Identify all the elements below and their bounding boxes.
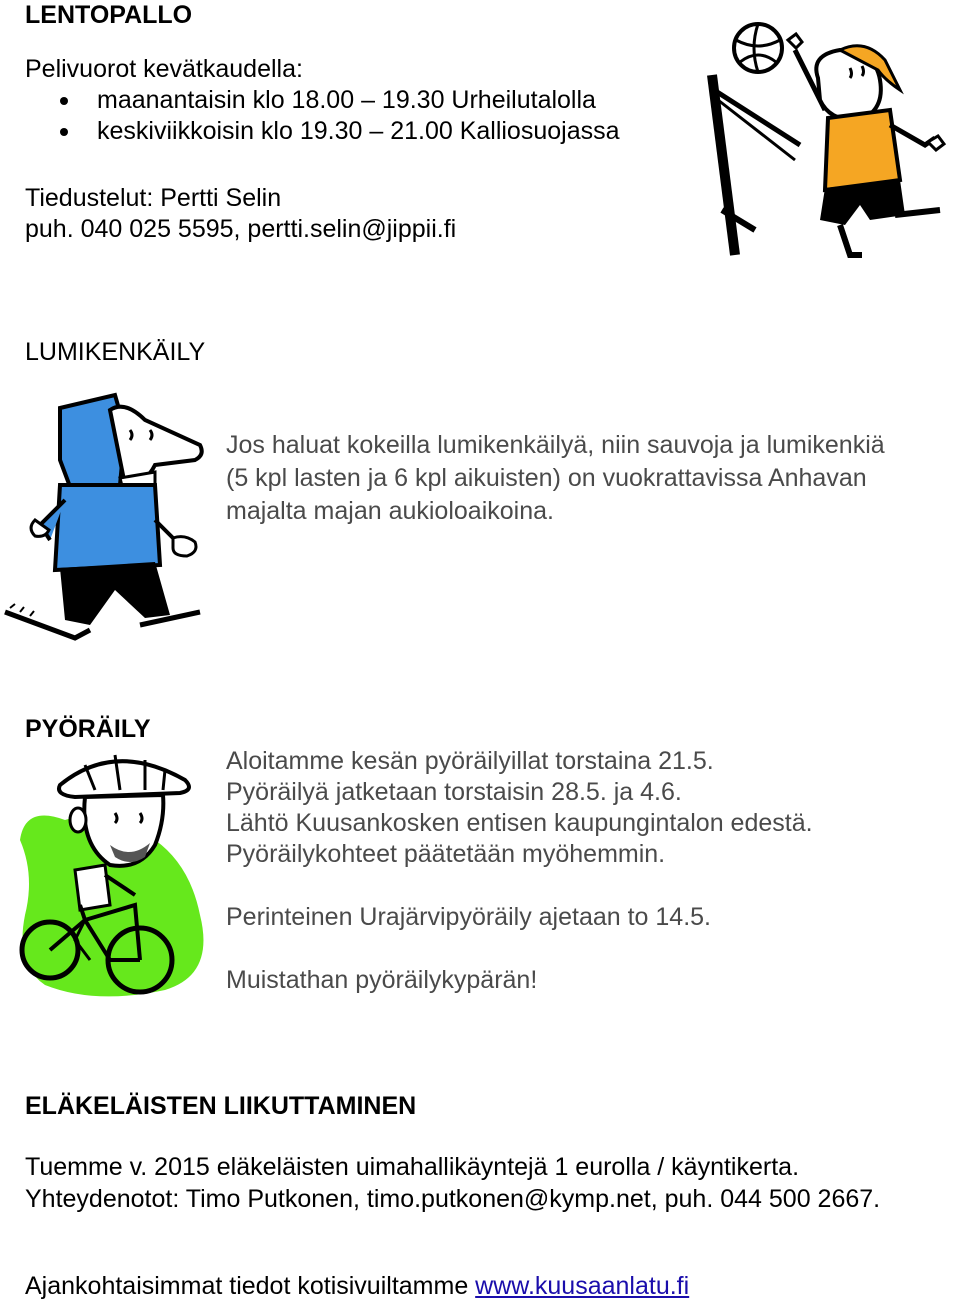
- cycling-text-line: Pyöräilyä jatketaan torstaisin 28.5. ja 4.6.: [226, 778, 682, 806]
- snowshoe-title: LUMIKENKÄILY: [25, 338, 206, 366]
- volleyball-player-illustration: [700, 10, 950, 270]
- cycling-text-line: Lähtö Kuusankosken entisen kaupungintalon edestä.: [226, 809, 813, 837]
- snowshoe-text-line: Jos haluat kokeilla lumikenkäilyä, niin sauvoja ja lumikenkiä: [226, 431, 885, 459]
- footer-line: [25, 1271, 689, 1302]
- seniors-title: ELÄKELÄISTEN LIIKUTTAMINEN: [25, 1092, 417, 1120]
- cycling-helmet-reminder: Muistathan pyöräilykypärän!: [226, 966, 538, 994]
- cyclist-illustration: [15, 745, 215, 1005]
- snowshoe-text-line: majalta majan aukioloaikoina.: [226, 497, 554, 525]
- snowshoe-walker-illustration: [5, 390, 215, 645]
- cycling-text-line: Aloitamme kesän pyöräilyillat torstaina 21.5.: [226, 747, 714, 775]
- footer-text: Ajankohtaisimmat tiedot kotisivuiltamme: [25, 1272, 476, 1300]
- volleyball-title: LENTOPALLO: [25, 1, 193, 29]
- seniors-contact-line: Yhteydenotot: Timo Putkonen, timo.putkonen@kymp.net, puh. 044 500 2667.: [25, 1185, 881, 1213]
- snowshoe-text-line: (5 kpl lasten ja 6 kpl aikuisten) on vuokrattavissa Anhavan: [226, 464, 867, 492]
- volleyball-contact-details: puh. 040 025 5595, pertti.selin@jippii.fi: [25, 215, 457, 243]
- volleyball-schedule-list: [25, 85, 620, 147]
- cycling-title: PYÖRÄILY: [25, 715, 151, 743]
- volleyball-contact-name: Tiedustelut: Pertti Selin: [25, 184, 282, 212]
- cycling-text-line: Pyöräilykohteet päätetään myöhemmin.: [226, 840, 666, 868]
- seniors-text-line: Tuemme v. 2015 eläkeläisten uimahallikäyntejä 1 eurolla / käyntikerta.: [25, 1153, 800, 1181]
- cycling-urajarvi-note: Perinteinen Urajärvipyöräily ajetaan to 14.5.: [226, 903, 711, 931]
- list-item: keskiviikkoisin klo 19.30 – 21.00 Kalliosuojassa: [25, 116, 620, 147]
- website-link[interactable]: www.kuusaanlatu.fi: [475, 1272, 690, 1300]
- list-item: maanantaisin klo 18.00 – 19.30 Urheilutalolla: [25, 85, 620, 116]
- volleyball-schedule-intro: Pelivuorot kevätkaudella:: [25, 55, 303, 83]
